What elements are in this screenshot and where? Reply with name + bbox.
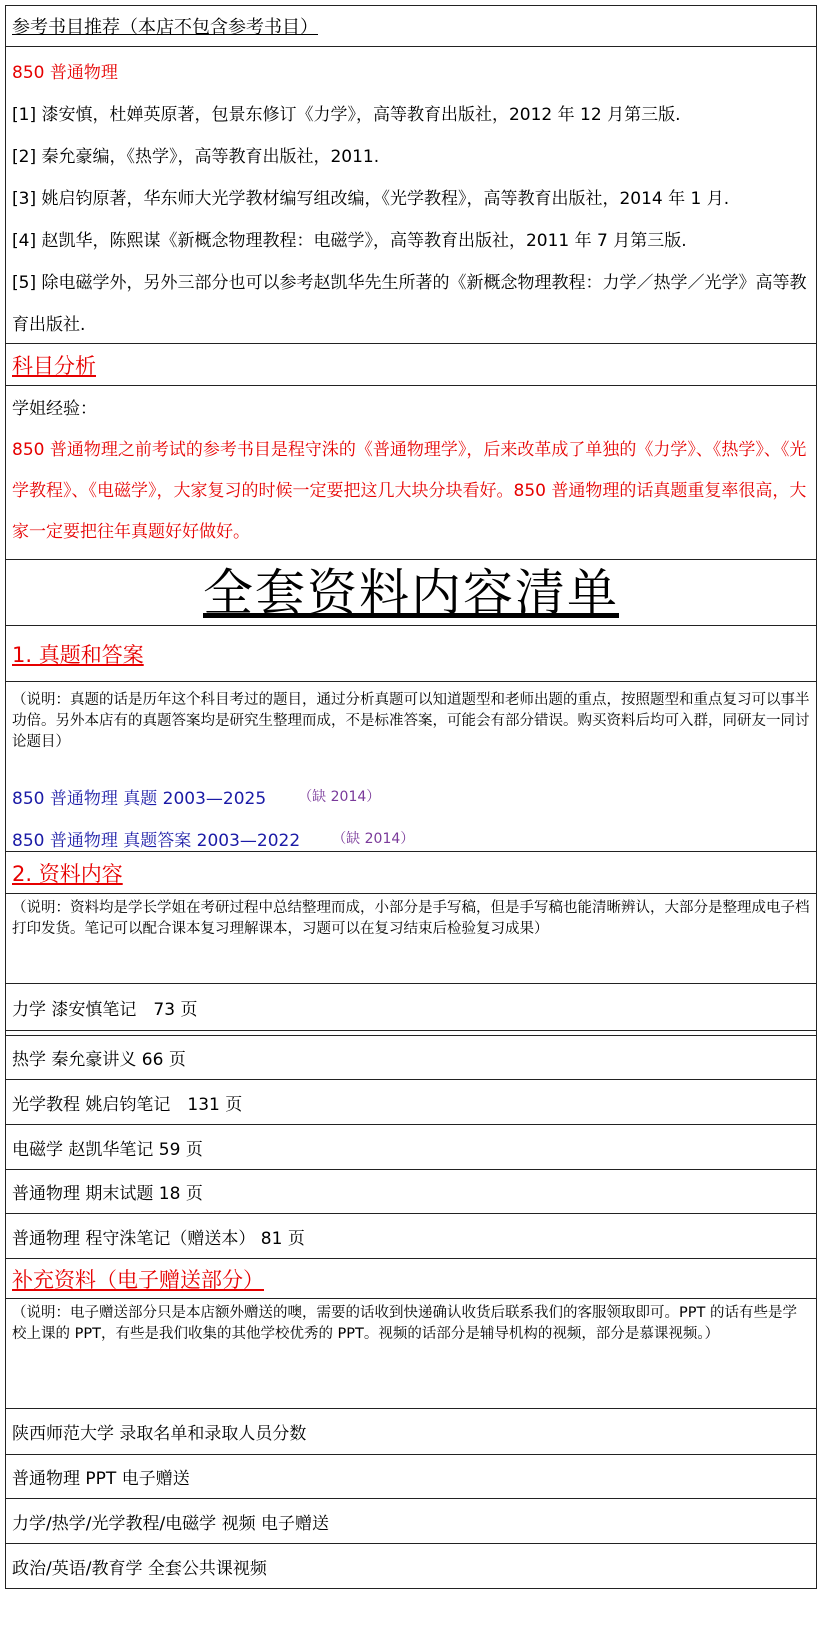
sec2-item-row-5	[5, 1169, 817, 1213]
sec3-item-2: 普通物理 PPT 电子赠送	[12, 1469, 190, 1489]
sec3-item-4: 政治/英语/教育学 全套公共课视频	[12, 1558, 267, 1579]
sec3-note-row	[5, 1298, 817, 1408]
sec2-item-5: 普通物理 期末试题 18 页	[12, 1184, 203, 1204]
analysis-title: 科目分析	[12, 353, 96, 378]
main-title: 全套资料内容清单	[203, 564, 619, 622]
ref-item-2: [2] 秦允豪编，《热学》，高等教育出版社，2011.	[12, 147, 380, 167]
sec1-title: 1. 真题和答案	[12, 642, 144, 667]
sec2-item-row-6	[5, 1213, 817, 1258]
sec2-item-row-3	[5, 1079, 817, 1124]
ref-item-3: [3] 姚启钧原著，华东师大光学教材编写组改编，《光学教程》，高等教育出版社，2014 年 1 月.	[12, 189, 730, 209]
sec2-item-1: 力学 漆安慎笔记 73 页	[12, 999, 198, 1020]
main-title-row	[5, 559, 817, 625]
sec2-item-row-4	[5, 1124, 817, 1169]
sec3-note: （说明：电子赠送部分只是本店额外赠送的噢，需要的话收到快递确认收货后联系我们的客服领取即可。PPT 的话有些是学校上课的 PPT，有些是我们收集的其他学校优秀的 PPT。视频的话部分是辅导机构的视频，部分是慕课视频。）	[12, 1305, 797, 1342]
sec2-note-row	[5, 893, 817, 983]
sec3-title-row	[5, 1258, 817, 1298]
sec3-item-1: 陕西师范大学 录取名单和录取人员分数	[12, 1424, 307, 1444]
ref-item-1: [1] 漆安慎，杜婵英原著，包景东修订《力学》，高等教育出版社，2012 年 12 月第三版.	[12, 105, 681, 125]
analysis-title-row	[5, 343, 817, 385]
senior-text: 850 普通物理之前考试的参考书目是程守洙的《普通物理学》，后来改革成了单独的《力学》、《热学》、《光学教程》、《电磁学》，大家复习的时候一定要把这几大块分块看好。850 普通物理的话真题重复率很高，大家一定要把往年真题好好做好。	[12, 440, 807, 542]
sec2-item-6: 普通物理 程守洙笔记（赠送本） 81 页	[12, 1228, 305, 1249]
sec3-item-row-1	[5, 1408, 817, 1454]
sec2-item-4: 电磁学 赵凯华笔记 59 页	[12, 1139, 203, 1160]
sec1-item-2-note: （缺 2014）	[332, 831, 415, 847]
references-block	[5, 46, 817, 343]
sec1-item-1-text: 850 普通物理 真题 2003—2025	[12, 788, 267, 809]
sec3-item-row-4	[5, 1543, 817, 1589]
sec3-item-3: 力学/热学/光学教程/电磁学 视频 电子赠送	[12, 1513, 329, 1534]
document-page	[5, 5, 817, 1631]
sec1-item-1-note: （缺 2014）	[298, 789, 381, 805]
sec1-item-2-text: 850 普通物理 真题答案 2003—2022	[12, 830, 301, 851]
senior-block	[5, 385, 817, 559]
sec3-item-row-3	[5, 1498, 817, 1543]
sec1-body	[5, 681, 817, 851]
sec2-item-2: 热学 秦允豪讲义 66 页	[12, 1050, 186, 1070]
sec2-item-row-1	[5, 983, 817, 1030]
sec3-title: 补充资料（电子赠送部分）	[12, 1267, 264, 1292]
sec2-title-row	[5, 851, 817, 893]
sec1-note: （说明：真题的话是历年这个科目考过的题目，通过分析真题可以知道题型和老师出题的重点，按照题型和重点复习可以事半功倍。另外本店有的真题答案均是研究生整理而成，不是标准答案，可能会有部分错误。购买资料后均可入群，同研友一同讨论题目）	[12, 692, 810, 750]
ref-subject: 850 普通物理	[12, 63, 118, 83]
ref-item-5: [5] 除电磁学外，另外三部分也可以参考赵凯华先生所著的《新概念物理教程：力学／热学／光学》高等教育出版社.	[12, 273, 807, 335]
sec2-title: 2. 资料内容	[12, 861, 123, 886]
senior-label: 学姐经验：	[12, 399, 97, 419]
ref-item-4: [4] 赵凯华，陈熙谋《新概念物理教程：电磁学》，高等教育出版社，2011 年 7 月第三版.	[12, 231, 687, 251]
sec2-note: （说明：资料均是学长学姐在考研过程中总结整理而成，小部分是手写稿，但是手写稿也能清晰辨认，大部分是整理成电子档打印发货。笔记可以配合课本复习理解课本，习题可以在复习结束后检验复习成果）	[12, 900, 810, 937]
ref-header: 参考书目推荐（本店不包含参考书目）	[12, 17, 318, 38]
sec2-item-row-2	[5, 1035, 817, 1079]
sec2-item-3: 光学教程 姚启钧笔记 131 页	[12, 1094, 243, 1115]
sec1-title-row	[5, 625, 817, 681]
sec1-item-1	[12, 775, 810, 817]
ref-header-row	[5, 5, 817, 46]
sec3-item-row-2	[5, 1454, 817, 1498]
